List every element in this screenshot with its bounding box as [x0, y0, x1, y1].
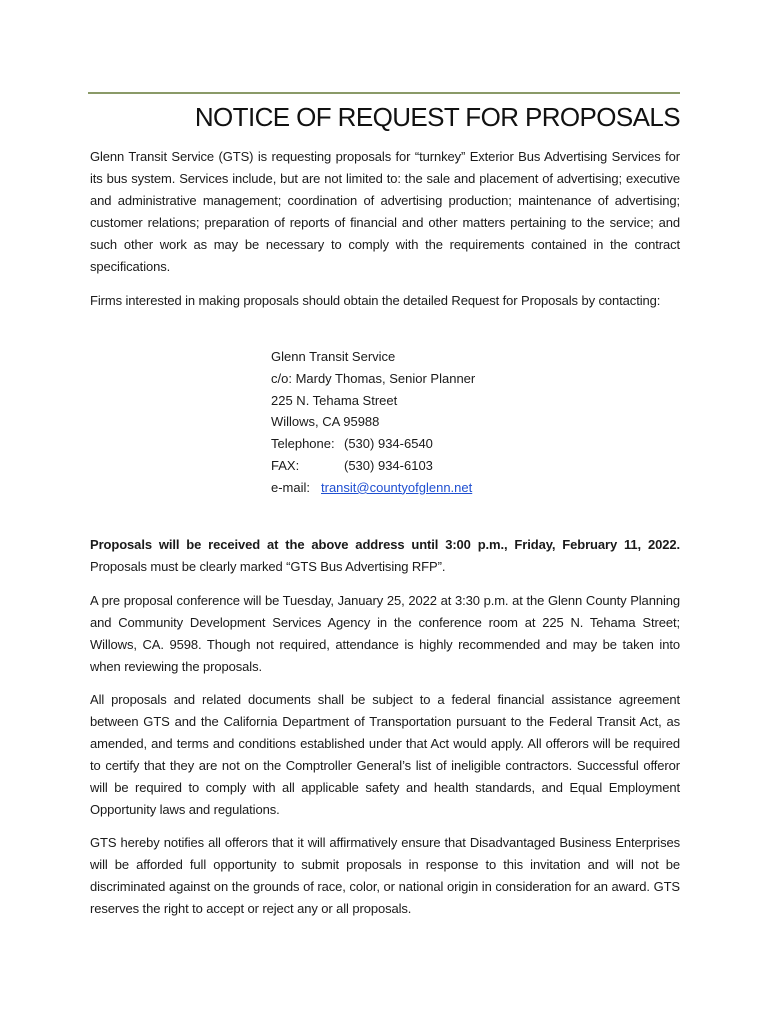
- contact-street: 225 N. Tehama Street: [271, 392, 398, 408]
- telephone-label: Telephone:: [271, 436, 335, 452]
- fax-label: FAX:: [271, 457, 300, 473]
- contact-telephone-line: [271, 433, 475, 455]
- deadline-note-text: Proposals must be clearly marked “GTS Bus Advertising RFP”.: [90, 559, 446, 574]
- contact-email-line: [271, 477, 475, 499]
- contact-attention: c/o: Mardy Thomas, Senior Planner: [271, 370, 476, 386]
- deadline-bold-text: Proposals will be received at the above address until 3:00 p.m., Friday, February 11, 2022.: [90, 537, 680, 552]
- contact-address-block: [271, 346, 475, 499]
- contact-name: Glenn Transit Service: [271, 349, 396, 364]
- telephone-value: (530) 934-6540: [344, 436, 433, 452]
- header-rule: [88, 92, 680, 94]
- conference-paragraph: A pre proposal conference will be Tuesday, January 25, 2022 at 3:30 p.m. at the Glenn County Planning and Community Development Services Agency in the conference room at 225 N. Tehama Street; Willows, CA. 9598. Though not required, attendance is highly recommended and may be taken into when reviewing the proposals.: [90, 593, 680, 674]
- deadline-paragraph: [90, 534, 680, 578]
- contact-city: Willows, CA 95988: [271, 414, 380, 430]
- intro-paragraph: Glenn Transit Service (GTS) is requesting proposals for “turnkey” Exterior Bus Advertising Services for its bus system. Services include, but are not limited to: the sale and placement of advertising; executive and administrative management; coordination of advertising production; maintenance of advertising; customer relations; preparation of reports of financial and other matters pertaining to the service; and such other work as may be necessary to comply with the requirements contained in the contract specifications.: [90, 149, 680, 274]
- page-title: NOTICE OF REQUEST FOR PROPOSALS: [194, 102, 680, 132]
- contact-fax-line: [271, 455, 475, 477]
- email-label: e-mail:: [271, 479, 311, 495]
- contact-instructions-paragraph: Firms interested in making proposals should obtain the detailed Request for Proposals by contacting:: [90, 293, 661, 308]
- federal-agreement-paragraph: All proposals and related documents shall be subject to a federal financial assistance agreement between GTS and the California Department of Transportation pursuant to the Federal Transit Act, as amended, and terms and conditions established under that Act would apply. All offerors will be required to certify that they are not on the Comptroller General’s list of ineligible contractors. Successful offeror will be required to comply with all applicable safety and health standards, and Equal Employment Opportunity laws and regulations.: [90, 692, 680, 817]
- email-link[interactable]: transit@countyofglenn.net: [321, 479, 473, 495]
- fax-value: (530) 934-6103: [344, 457, 433, 473]
- dbe-paragraph: GTS hereby notifies all offerors that it will affirmatively ensure that Disadvantaged Business Enterprises will be afforded full opportunity to submit proposals in response to this invitation and will not be discriminated against on the grounds of race, color, or national origin in consideration for an award. GTS reserves the right to accept or reject any or all proposals.: [90, 835, 680, 916]
